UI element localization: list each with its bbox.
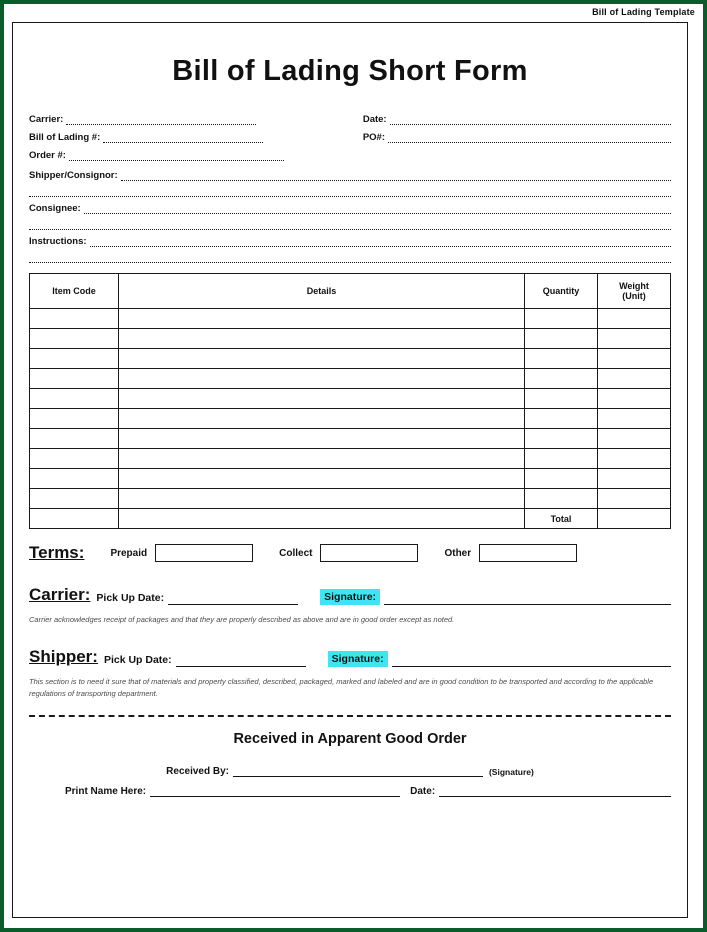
field-carrier-input[interactable] bbox=[66, 115, 256, 125]
header-right-column bbox=[363, 114, 671, 168]
table-row-total[interactable] bbox=[30, 509, 671, 529]
terms-option-collect-box[interactable] bbox=[320, 544, 418, 562]
cell-details[interactable] bbox=[119, 449, 525, 469]
cell-item-code[interactable] bbox=[30, 369, 119, 389]
carrier-section bbox=[29, 585, 671, 605]
carrier-pickup-date-label: Pick Up Date: bbox=[96, 592, 165, 604]
field-order-number[interactable] bbox=[29, 150, 363, 161]
field-instructions-line-2[interactable] bbox=[29, 253, 671, 263]
shipper-pickup-date-label: Pick Up Date: bbox=[103, 654, 172, 667]
received-by-row bbox=[29, 765, 671, 777]
terms-option-collect-label: Collect bbox=[279, 547, 313, 559]
cell-quantity[interactable] bbox=[525, 309, 598, 329]
shipper-section bbox=[29, 647, 671, 667]
cell-weight[interactable] bbox=[598, 449, 671, 469]
cell-quantity[interactable] bbox=[525, 449, 598, 469]
cell-quantity[interactable] bbox=[525, 329, 598, 349]
cell-quantity[interactable] bbox=[525, 389, 598, 409]
items-table-body bbox=[30, 309, 671, 529]
cell-item-code[interactable] bbox=[30, 309, 119, 329]
field-shipper-consignor-input[interactable] bbox=[121, 171, 671, 181]
cell-weight[interactable] bbox=[598, 409, 671, 429]
items-table bbox=[29, 273, 671, 529]
field-instructions-label: Instructions: bbox=[29, 236, 87, 247]
shipper-signature-input[interactable] bbox=[392, 655, 671, 667]
cell-details[interactable] bbox=[119, 509, 525, 529]
cell-details[interactable] bbox=[119, 369, 525, 389]
field-bol-number-label: Bill of Lading #: bbox=[29, 132, 101, 143]
cell-weight[interactable] bbox=[598, 429, 671, 449]
carrier-signature-input[interactable] bbox=[384, 593, 671, 605]
table-row[interactable] bbox=[30, 469, 671, 489]
field-date-input[interactable] bbox=[390, 115, 671, 125]
field-order-number-label: Order #: bbox=[29, 150, 66, 161]
field-consignee-input[interactable] bbox=[84, 204, 671, 214]
field-po-label: PO#: bbox=[362, 132, 386, 143]
header-left-column bbox=[29, 114, 363, 168]
form-sheet bbox=[12, 22, 688, 918]
items-table-header-row bbox=[30, 274, 671, 309]
field-date-label: Date: bbox=[362, 114, 387, 125]
cell-item-code[interactable] bbox=[30, 349, 119, 369]
page-title: Bill of Lading Short Form bbox=[172, 55, 528, 87]
cell-item-code[interactable] bbox=[30, 329, 119, 349]
cell-details[interactable] bbox=[119, 309, 525, 329]
cell-details[interactable] bbox=[119, 469, 525, 489]
field-bol-number[interactable] bbox=[29, 132, 363, 143]
field-instructions-input[interactable] bbox=[90, 237, 671, 247]
cell-details[interactable] bbox=[119, 389, 525, 409]
terms-option-other-label: Other bbox=[444, 547, 472, 559]
cell-details[interactable] bbox=[119, 429, 525, 449]
table-row[interactable] bbox=[30, 489, 671, 509]
print-name-label: Print Name Here: bbox=[65, 785, 147, 797]
cell-item-code[interactable] bbox=[30, 509, 119, 529]
cell-weight[interactable] bbox=[598, 469, 671, 489]
received-by-input[interactable] bbox=[233, 765, 483, 777]
field-carrier-label: Carrier: bbox=[29, 114, 64, 125]
table-row[interactable] bbox=[30, 409, 671, 429]
carrier-pickup-date-input[interactable] bbox=[168, 593, 298, 605]
table-row[interactable] bbox=[30, 349, 671, 369]
cell-weight[interactable] bbox=[598, 389, 671, 409]
terms-title: Terms: bbox=[29, 543, 85, 562]
cell-item-code[interactable] bbox=[30, 389, 119, 409]
field-shipper-consignor-line-2[interactable] bbox=[29, 187, 671, 197]
field-consignee[interactable] bbox=[29, 203, 671, 214]
print-name-row bbox=[29, 785, 671, 797]
table-row[interactable] bbox=[30, 429, 671, 449]
cell-weight[interactable] bbox=[598, 349, 671, 369]
field-shipper-consignor-label: Shipper/Consignor: bbox=[29, 170, 118, 181]
carrier-signature-label: Signature: bbox=[320, 589, 380, 605]
terms-section bbox=[29, 543, 671, 563]
cell-item-code[interactable] bbox=[30, 469, 119, 489]
terms-option-prepaid-label: Prepaid bbox=[110, 547, 148, 559]
cell-item-code[interactable] bbox=[30, 409, 119, 429]
table-row[interactable] bbox=[30, 329, 671, 349]
field-po[interactable] bbox=[363, 132, 671, 143]
column-header-quantity: Quantity bbox=[525, 274, 598, 309]
received-by-label: Received By: bbox=[166, 765, 229, 777]
terms-option-other-box[interactable] bbox=[479, 544, 577, 562]
received-date-label: Date: bbox=[410, 785, 436, 797]
field-order-number-input[interactable] bbox=[69, 151, 284, 161]
cell-details[interactable] bbox=[119, 489, 525, 509]
cell-item-code[interactable] bbox=[30, 489, 119, 509]
field-instructions[interactable] bbox=[29, 236, 671, 247]
cell-details[interactable] bbox=[119, 329, 525, 349]
watermark-label: Bill of Lading Template bbox=[592, 7, 695, 17]
terms-option-prepaid-box[interactable] bbox=[155, 544, 253, 562]
column-header-weight bbox=[598, 274, 671, 309]
print-name-input[interactable] bbox=[150, 785, 400, 797]
column-header-weight-line2: (Unit) bbox=[622, 291, 646, 301]
field-bol-number-input[interactable] bbox=[103, 133, 263, 143]
cell-quantity[interactable] bbox=[525, 349, 598, 369]
column-header-item-code: Item Code bbox=[30, 274, 119, 309]
shipper-signature-label: Signature: bbox=[328, 651, 388, 667]
shipper-title: Shipper: bbox=[29, 647, 98, 667]
received-by-signature-note: (Signature) bbox=[488, 766, 534, 777]
carrier-legal-text: Carrier acknowledges receipt of packages and that they are properly described as above and are in good order except as noted. bbox=[29, 615, 455, 624]
cell-quantity[interactable] bbox=[525, 369, 598, 389]
carrier-title: Carrier: bbox=[29, 585, 91, 604]
table-row[interactable] bbox=[30, 449, 671, 469]
cell-item-code[interactable] bbox=[30, 449, 119, 469]
cell-details[interactable] bbox=[119, 349, 525, 369]
column-header-weight-line1: Weight bbox=[619, 281, 649, 291]
cell-quantity[interactable] bbox=[525, 429, 598, 449]
shipper-legal-text: This section is to need it sure that of materials and property classified, described, packaged, marked and labeled and are in good condition to be transported and according to the applicable regulations of transporting department. bbox=[29, 677, 654, 698]
total-label: Total bbox=[525, 509, 598, 529]
table-row[interactable] bbox=[30, 369, 671, 389]
header-row-1 bbox=[29, 114, 671, 168]
field-consignee-label: Consignee: bbox=[29, 203, 81, 214]
cell-total-weight[interactable] bbox=[598, 509, 671, 529]
cell-weight[interactable] bbox=[598, 309, 671, 329]
received-date-input[interactable] bbox=[439, 785, 671, 797]
received-section-title: Received in Apparent Good Order bbox=[233, 730, 467, 747]
column-header-details: Details bbox=[119, 274, 525, 309]
table-row[interactable] bbox=[30, 389, 671, 409]
cell-weight[interactable] bbox=[598, 489, 671, 509]
cell-weight[interactable] bbox=[598, 369, 671, 389]
table-row[interactable] bbox=[30, 309, 671, 329]
cell-details[interactable] bbox=[119, 409, 525, 429]
field-po-input[interactable] bbox=[388, 133, 671, 143]
cell-quantity[interactable] bbox=[525, 489, 598, 509]
field-shipper-consignor[interactable] bbox=[29, 170, 671, 181]
divider bbox=[29, 715, 671, 717]
field-date[interactable] bbox=[363, 114, 671, 125]
cell-quantity[interactable] bbox=[525, 409, 598, 429]
field-consignee-line-2[interactable] bbox=[29, 220, 671, 230]
field-carrier[interactable] bbox=[29, 114, 363, 125]
cell-weight[interactable] bbox=[598, 329, 671, 349]
header-fields bbox=[29, 114, 671, 263]
cell-item-code[interactable] bbox=[30, 429, 119, 449]
shipper-pickup-date-input[interactable] bbox=[176, 655, 306, 667]
cell-quantity[interactable] bbox=[525, 469, 598, 489]
